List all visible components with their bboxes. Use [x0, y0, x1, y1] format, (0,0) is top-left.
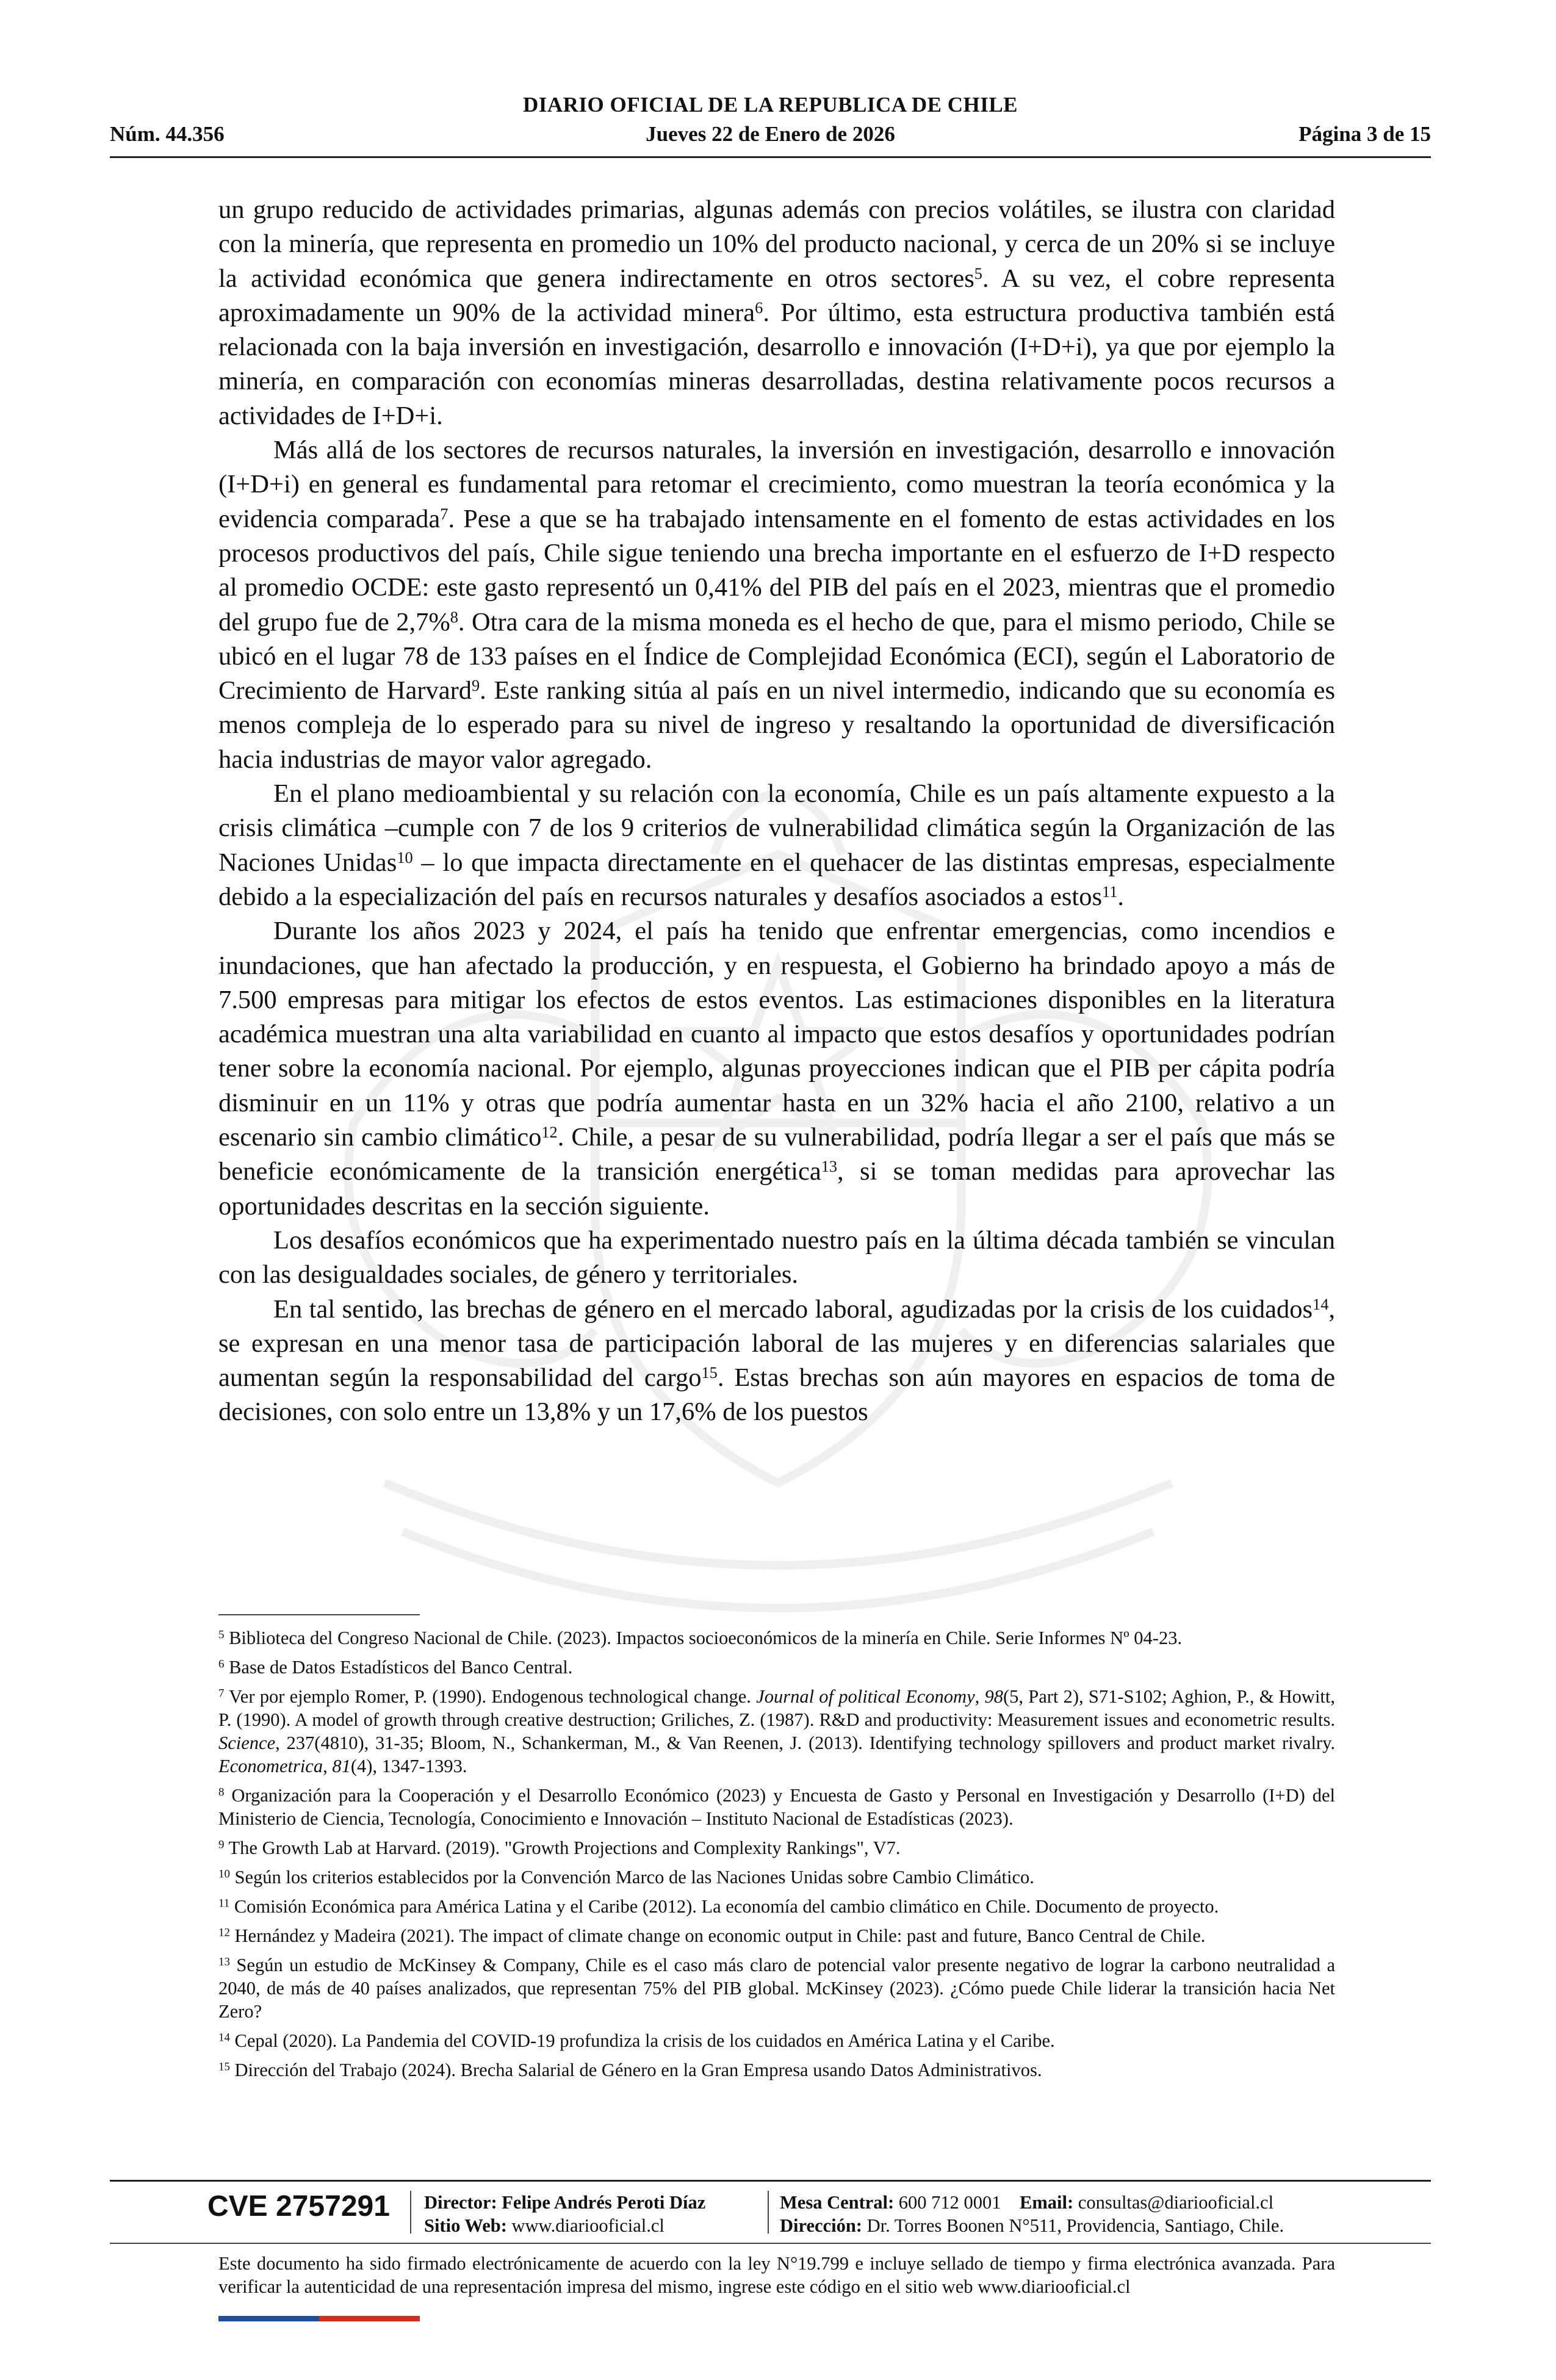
footer-rule-bottom [110, 2243, 1431, 2244]
footnote-10: $^{10}$ Según los criterios establecidos por la Convención Marco de las Naciones Unidas sobre Cambio Climático. [218, 1867, 1034, 1888]
phone-number: 600 712 0001 [898, 2192, 1001, 2213]
issue-number: Núm. 44.356 [110, 122, 225, 146]
footnote-5: $^5$ Biblioteca del Congreso Nacional de Chile. (2023). Impactos socioeconómicos de la minería en Chile. Serie Informes Nº 04-23. [218, 1628, 1183, 1648]
flag-stripe-red [319, 2316, 420, 2321]
paragraph-2: Más allá de los sectores de recursos naturales, la inversión en investigación, desarrollo e innovación (I+D+i) en general es fundamental para retomar el crecimiento, como muestran la teoría económica y la evidencia comparada$^7$. Pese a que se ha trabajado intensamente en el fomento de estas actividades en los procesos productivos del país, Chile sigue teniendo una brecha importante en el esfuerzo de I+D respecto al promedio OCDE: este gasto representó un 0,41% del PIB del país en el 2023, mientras que el promedio del grupo fue de 2,7%$^8$. Otra cara de la misma moneda es el hecho de que, para el mismo periodo, Chile se ubicó en el lugar 78 de 133 países en el Índice de Complejidad Económica (ECI), según el Laboratorio de Crecimiento de Harvard$^9$. Este ranking sitúa al país en un nivel intermedio, indicando que su economía es menos compleja de lo esperado para su nivel de ingreso y resaltando la oportunidad de diversificación hacia industrias de mayor valor agregado. [218, 436, 1335, 774]
website-link[interactable]: www.diariooficial.cl [511, 2215, 665, 2236]
footer-rule-top [110, 2180, 1431, 2182]
issue-date: Jueves 22 de Enero de 2026 [646, 122, 895, 146]
footnote-11: $^{11}$ Comisión Económica para América Latina y el Caribe (2012). La economía del cambio climático en Chile. Documento de proyecto. [218, 1896, 1219, 1917]
footnote-rule [218, 1614, 420, 1615]
paragraph-5: Los desafíos económicos que ha experimentado nuestro país en la última década también se vinculan con las desigualdades sociales, de género y territoriales. [218, 1225, 1335, 1289]
footnote-14: $^{14}$ Cepal (2020). La Pandemia del COVID-19 profundiza la crisis de los cuidados en América Latina y el Caribe. [218, 2030, 1055, 2051]
footer-separator [768, 2191, 769, 2234]
footnote-8: $^8$ Organización para la Cooperación y el Desarrollo Económico (2023) y Encuesta de Gasto y Personal en Investigación y Desarrollo (I+D) del Ministerio de Ciencia, Tecnología, Conocimiento e Innovación – Instituto Nacional de Estadísticas (2023). [218, 1785, 1335, 1829]
paragraph-4: Durante los años 2023 y 2024, el país ha tenido que enfrentar emergencias, como incendios e inundaciones, que han afectado la producción, y en respuesta, el Gobierno ha brindado apoyo a más de 7.500 empresas para mitigar los efectos de estos eventos. Las estimaciones disponibles en la literatura académica muestran una alta variabilidad en cuanto al impacto que estos desafíos y oportunidades podrían tener sobre la economía nacional. Por ejemplo, algunas proyecciones indican que el PIB per cápita podría disminuir en un 11% y otras que podría aumentar hasta en un 32% hacia el año 2100, relativo a un escenario sin cambio climático$^{12}$. Chile, a pesar de su vulnerabilidad, podría llegar a ser el país que más se beneficie económicamente de la transición energética$^{13}$, si se toman medidas para aprovechar las oportunidades descritas en la sección siguiente. [218, 917, 1335, 1221]
signature-notice: Este documento ha sido firmado electrónicamente de acuerdo con la ley N°19.799 e incluye sellado de tiempo y firma electrónica avanzada. Para verificar la autenticidad de una representación impresa del mismo, ingrese este código en el sitio web www.diariooficial.cl [218, 2253, 1335, 2297]
footnote-9: $^9$ The Growth Lab at Harvard. (2019). "Growth Projections and Complexity Rankings", V7. [218, 1837, 901, 1858]
director-name: Felipe Andrés Peroti Díaz [502, 2192, 706, 2213]
header-rule [110, 156, 1431, 158]
footnote-6: $^6$ Base de Datos Estadísticos del Banco Central. [218, 1657, 573, 1678]
footer-separator [410, 2191, 411, 2234]
email-link[interactable]: consultas@diariooficial.cl [1078, 2192, 1274, 2213]
paragraph-6: En tal sentido, las brechas de género en el mercado laboral, agudizadas por la crisis de los cuidados$^{14}$, se expresan en una menor tasa de participación laboral de las mujeres y en diferencias salariales que aumentan según la responsabilidad del cargo$^{15}$. Estas brechas son aún mayores en espacios de toma de decisiones, con solo entre un 13,8% y un 17,6% de los puestos [218, 1294, 1336, 1427]
footnote-12: $^{12}$ Hernández y Madeira (2021). The impact of climate change on economic output in Chile: past and future, Banco Central de Chile. [218, 1925, 1206, 1946]
footnote-7: $^7$ Ver por ejemplo Romer, P. (1990). Endogenous technological change. Journal of political Economy, 98(5, Part 2), S71-S102; Aghion, P., & Howitt, P. (1990). A model of growth through creative destruction; Griliches, Z. (1987). R&D and productivity: Measurement issues and econometric results. Science, 237(4810), 31-35; Bloom, N., Schankerman, M., & Van Reenen, J. (2013). Identifying technology spillovers and product market rivalry. Econometrica, 81(4), 1347-1393. [218, 1686, 1336, 1776]
address: Dr. Torres Boonen N°511, Providencia, Santiago, Chile. [866, 2215, 1284, 2236]
article-body [218, 193, 1335, 1430]
paragraph-3: En el plano medioambiental y su relación con la economía, Chile es un país altamente expuesto a la crisis climática –cumple con 7 de los 9 criterios de vulnerabilidad climática según la Organización de las Naciones Unidas$^{10}$ – lo que impacta directamente en el quehacer de las distintas empresas, especialmente debido a la especialización del país en recursos naturales y desafíos asociados a estos$^{11}$. [218, 779, 1335, 911]
paragraph-1: un grupo reducido de actividades primarias, algunas además con precios volátiles, se ilustra con claridad con la minería, que representa en promedio un 10% del producto nacional, y cerca de un 20% si se incluye la actividad económica que genera indirectamente en otros sectores$^5$. A su vez, el cobre representa aproximadamente un 90% de la actividad minera$^6$. Por último, esta estructura productiva también está relacionada con la baja inversión en investigación, desarrollo e innovación (I+D+i), ya que por ejemplo la minería, en comparación con economías mineras desarrolladas, destina relativamente pocos recursos a actividades de I+D+i. [218, 195, 1335, 430]
header-row [110, 122, 1431, 151]
footer-contact-block: Mesa Central: 600 712 0001 Email: consultas@diariooficial.cl Dirección: Dr. Torres Boonen N°511, Providencia, Santiago, Chile. [780, 2192, 1284, 2236]
footnote-15: $^{15}$ Dirección del Trabajo (2024). Brecha Salarial de Género en la Gran Empresa usando Datos Administrativos. [218, 2060, 1042, 2080]
page-number: Página 3 de 15 [1298, 122, 1431, 146]
gazette-title: DIARIO OFICIAL DE LA REPUBLICA DE CHILE [522, 93, 1018, 117]
footer-director-block: Director: Felipe Andrés Peroti Díaz Sitio Web: www.diariooficial.cl [424, 2192, 706, 2236]
flag-stripe [218, 2316, 420, 2321]
footnotes [218, 1626, 1335, 2088]
cve-code: CVE 2757291 [207, 2190, 390, 2223]
flag-stripe-blue [218, 2316, 319, 2321]
footnote-13: $^{13}$ Según un estudio de McKinsey & Company, Chile es el caso más claro de potencial valor presente negativo de lograr la carbono neutralidad a 2040, de más de 40 países analizados, que representan 75% del PIB global. McKinsey (2023). ¿Cómo puede Chile liderar la transición hacia Net Zero? [218, 1955, 1335, 2022]
